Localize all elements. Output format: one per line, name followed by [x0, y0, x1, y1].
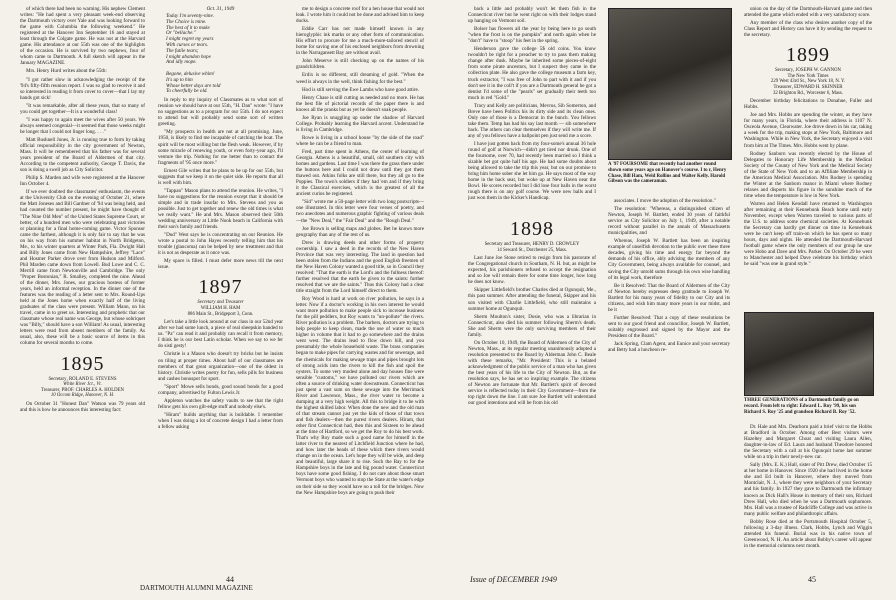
poem-line: Or "bellache."	[166, 30, 196, 37]
paragraph: Bobby Rose died at the Portsmouth Hospital October 5, following a 3-day illness. Clark, Hobbs, Lynch and Wiggin attended his funeral. Burial was in his native town of Greenwood, N. H. An article about Bobby's career will appear in the memorial columns next month.	[744, 518, 872, 549]
class-1897-notes-end	[468, 6, 596, 201]
page-number-left: 44	[226, 575, 234, 584]
poem-line: Today I'm seventy-nine.	[166, 13, 215, 20]
paragraph: Rowe is living in a school house "by the side of the road" where he can be a friend to man.	[296, 134, 424, 147]
paragraph: Fred, part time spent in Athens, the center of learning of Georgia. Athens is a beautiful, small, old southern city with homes and gardens. Last time I was there the grass there under the buttons here and I could not draw until they got them thawed out. Atkins folks are still there, but they all go to the Poppies. The town's soldiers if they had 'em and if they bring it the Classical exercises, which is the greatest of all the ancient curios be registered.	[296, 148, 424, 198]
paragraph: In reply to my inquiry of Classmates as to what sort of reunion we should have at our 55th, "H. Dan" wrote: "I have no suggestions as to a program for our 55th. I do not expect to attend but will probably send some sort of written greeting.	[158, 97, 283, 128]
class-1898-notes-end	[744, 6, 872, 38]
secretary-line-1898: Secretary and Treasurer, HENRY D. CROWLEY	[484, 242, 580, 247]
secretary-line-1899: Secretary, JOSEPH W. GANNON	[775, 68, 841, 74]
poem-line: I might abandon hope	[166, 53, 211, 60]
paragraph: "Tappan" Mason plans to attend the reunion. He writes, "I have no suggestions for the reunion except that it should be simple and in trade insofar to Mrs. Stevens and you as possible. Just to get together and renew the old times is what we really want." He and Mrs. Mason observed their 50th wedding anniversary at Little Nook beach in California with their son's family and friends.	[158, 187, 283, 231]
paragraph: Joe and Mrs. Hobbs are spending the winter, as they have for many years, in Florida, where their address is 1107 N. Osceola Avenue, Clearwater. Joe drove down in his car, taking a week for the trip, making stops at New York, Baltimore and Washington. While in New York, the Secretary enjoyed a visit from him at The Times. Mrs. Hobbs went by plane.	[744, 112, 872, 149]
paragraph: back a little and probably won't let them fish in the Connecticut river but he went right on with their lodges stand up hanging on Vermont soil.	[468, 6, 596, 25]
treasurer-name: PROF. CHARLES A. HOLDEN	[61, 387, 124, 393]
paragraph: John Meserve is still checking up on the names of his grandchildren.	[296, 58, 424, 71]
birthday-poem	[166, 14, 283, 95]
secretary-name: ROLAND E. STEVENS	[68, 376, 117, 382]
left-column-3	[296, 6, 424, 566]
treasurer-line-1899: Treasurer, EDWARD H. SKINNER	[773, 85, 843, 91]
paragraph: Sherm Moulton's sister, Dosie, who was a librarian in Connecticut, also died his summer following Sherm's death. She and Sherm were the only surviving members of their family.	[468, 313, 596, 338]
year-heading-1899: 1899	[786, 44, 830, 67]
paragraph: Whereas, Joseph W. Bartlett has been an inspiring example of unselfish devotion to the public over these three decades, giving his time and energy far beyond the demands of his office, ably advising the members of any City Government, being always available for counsel, and saving the City untold sums through his own wise handling of its legal work, therefore	[608, 238, 730, 281]
paragraph: of which there had been no warning. His nephew Clement writes: "He had spent a very pleasant week-end observing the Dartmouth victory over Yale and was looking forward to the game with Columbia the following weekend." He registered at the Hanover Inn September 16 and stayed at least through the Colgate game. He was not at the Harvard game. His attendance at our 55th was one of the highlights of the occasion. He is survived by two nephews, four of whom came to Dartmouth. A full sketch will appear in the January MAGAZINE.	[20, 6, 145, 67]
treasurer-name-1899: EDWARD H. SKINNER	[794, 85, 843, 91]
poem-line: With curses or tears.	[166, 42, 209, 49]
paragraph: "Dud" West says he is concentrating on our Reunion. He wrote a postal to John Hayes recently telling him that his trouble (glaucoma) can be helped by new treatment and that it is not as desperate as it once was.	[158, 232, 283, 257]
poem-line: Begone, delusive whim!	[166, 71, 215, 78]
generations-photo	[744, 312, 874, 396]
paragraph: Jack Spring, Clam Agent, and Eunice and your secretary and Betty had a luncheon re-	[608, 341, 730, 354]
paragraph: Any member of the class who desires another copy of the Class Report and History can have it by sending the request to the secretary.	[744, 20, 872, 39]
paragraph: Drew is drawing deeds and other forms of property ownership. I saw a deed in the records of the New Haven Province that was very interesting. The land in question had been stolen from the Indians and the good English freemen of the New Haven Colony wanted a good title, so in Council they resolved: "That the earth is the Lord's and the fullness thereof: further resolved that the earth be given to the saints: further resolved that we are the saints." Thus this Colony had a clear title straight from the Lord himself direct to them.	[296, 239, 424, 295]
page-number-right: 45	[808, 575, 816, 584]
right-page	[448, 0, 896, 600]
poem-line: To cheerfully be old.	[166, 88, 208, 95]
paragraph: "It was remarkable, after all these years, that so many of you could get together—It is a wonderful class!	[20, 102, 145, 115]
foursome-photo-caption: A '97 FOURSOME that recently had another round shown some years ago on Hanover's course. I to r, Henry Chase, Bill Ham, Weld Rollins and Walter Kelly. Harold Gibson was the cameraman.	[608, 162, 727, 185]
paragraph: Joe Ryan is snuggling up under the shadow of Harvard College. Probably learning the Harvard accent. Understand he is living in Cambridge.	[296, 114, 424, 133]
magazine-footer: DARTMOUTH ALUMNI MAGAZINE	[140, 584, 253, 592]
paragraph: Further Resolved: That a copy of these resolutions be sent to our good friend and councillor, Joseph W. Bartlett, suitably engrossed and signed by the Mayor and the President of the Board."	[608, 314, 730, 339]
treasurer-address: 10 Occom Ridge, Hanover, N. H.	[50, 393, 115, 399]
class-1898-notes	[468, 255, 596, 406]
secretary-name-1899: JOSEPH W. GANNON	[795, 68, 841, 74]
secretary-address: White River Jct., Vt.	[63, 382, 102, 388]
paragraph: "Sport" Mowe sells bonds, good sound bonds for a good company, advertised by Fulton Lewis Jr.	[158, 383, 283, 396]
poem-line: Whose better days are told	[166, 82, 221, 89]
year-heading-1895: 1895	[60, 352, 105, 375]
treasurer-address-1899: 32 Brighton Rd., Worcester 6, Mass.	[772, 90, 843, 96]
paragraph: "My prospects in health are not at all promising. June, 1950, is likely to find me incapable of catching the boat. The spirit will be most willing but the flesh weak. However, if by some miracle of renewing youth, or even forty-year ago, I'll venture the trip. Nothing for me better than to contact the fragments of '95 once more."	[158, 129, 283, 166]
paragraph: On October 10, 1949, the Board of Aldermen of the City of Newton, Mass., at its regular meeting unanimously adopted a resolution presented to the Board by Alderman John C. Beale with these remarks, "Mr. President: This is a belated acknowledgment of the public service of a man who has given the best years of his life to the City of Newton. But, as the resolution says, he has set so inspiring example. The citizens of Newton are fortunate that Mr. Bartlett's spirit of devoted service is reflected today in their City Government—from the top right down the line. I am sure Joe Bartlett will understand our good intentions and will be from his old	[468, 339, 596, 407]
right-column-2	[608, 198, 730, 558]
paragraph: I have just gotten back from my four-some's annual 36 hole round of golf at Norwich—didn't get tired nor drunk. One of the foursome, over 70, had recently been married so I think a sizable bet got quite half his age. He had some doubts about being allowed to take the trip this year, but on our promise to bring him home sober she let him go. He says most of the way home in the back seat, but woke up at New Haven near the Bowl. He scores recorded but I did lose four balls in the worst rough there is on any golf course. We were new balls and I just won them in the Kicker's Handicap.	[468, 140, 596, 202]
secretary-title-1899: Secretary	[775, 68, 794, 74]
class-1895-notes	[20, 401, 145, 413]
poem-date-line: Oct. 31, 1949	[206, 6, 235, 12]
paragraph: Hod is still serving the Ewe Lambs who have good attire.	[302, 86, 419, 93]
paragraph: Be it Resolved: That the Board of Aldermen of the City of Newton hereby expresses deep gratitude to Joseph W. Bartlett for his many years of fidelity to our City and its citizens, and wish him many more years in our midst, and be it	[608, 282, 730, 313]
paragraph: Bolser has flowers all the year by being here to go south "when the frost is on the pumpkin" and north again when he "don't" have to "stoop" his feet in the spring.	[468, 26, 596, 45]
paragraph: "I got rather slow in acknowledging the receipt of the '94's fifty-fifth reunion report. I was so glad to receive it and so interested in reading it from cover to cover—that I lay my hands got sick!	[20, 76, 145, 101]
paragraph: Sally (Mrs. E. K.) Hall, sister of Pitt Drew, died October 15 at her home in Hanover. Since 1920 she had lived in the home she and Ed built in Hanover, where they moved from Montclair, N. J., where they were neighbors of your Secretary and his family. In 1927 they gave to Dartmouth the infirmary known as Dick Hall's House in memory of their son, Richard Drew Hall, who died when he was a Dartmouth sophomore. Mrs. Hall was a trustee of Radcliffe College and was active in many public welfare and philanthropic affairs.	[744, 462, 872, 517]
paragraph: me to design a concrete roof for a hen house that would not leak. I wrote him it could not be done and advised him to keep ducks.	[296, 6, 424, 25]
paragraph: Matt Bushnell Jones, Jr. is running true to form by taking official responsibility in the city government of Newton, Mass. It will be remembered that his father was for several years president of the Board of Aldermen of that city. According to the competent authority, George T. Davis, the son is doing a swell job as City Solicitor.	[20, 136, 145, 174]
paragraph: December birthday felicitations to Donahue, Fuller and Hobbs.	[744, 98, 872, 111]
right-column-3-bottom	[744, 424, 872, 574]
class-1897-notes	[158, 319, 283, 430]
paragraph: Ernest Gile writes that he plans to be up for our 55th, but suggests that we keep it on the quiet side. He reports that all is well with him.	[158, 167, 283, 186]
year-heading-1897: 1897	[198, 276, 243, 299]
left-column-2	[158, 6, 283, 566]
paragraph: "Sid" wrote me a 50-page letter with two long postscripts—one illustrated. In this letter were four verses of poetry, and two anecdotes and numerous graphic fighting of various deals—the "New Deal," the "Fair Deal" and the "Rough Deal."	[296, 199, 424, 224]
paragraph: Last June Joe Stone retired to resign from his pastorate of the Congregational church in Southam, N. H. but, as might be expected, his parishioners refused to accept the resignation and so Joe will remain there for some time longer, how long he does not know.	[468, 255, 596, 286]
poem-line: The futile tears;	[166, 47, 199, 54]
secretary-name-1898: HENRY D. CROWLEY	[532, 242, 580, 247]
paragraph: Let's take a little look around at our class in our 52nd year after we had some lunch, a piece of real sheepskin handed to us. "Pa" can read it and probably can recall it from memory, I think he is our best Latin scholar. When we say to we fer do sisti gesty!	[158, 319, 283, 350]
poem-line: The best of it to make	[166, 24, 210, 31]
paragraph: Eddie Carr has not made himself known in any hieroglyphic ink marks or any other form of communication. His effort to procure for me a much-more-tailored stencil of home for saving one of his enclosed neighbors from drowning in the Narragansett Bay are without avail.	[296, 26, 424, 57]
treasurer-title: Treasurer	[40, 387, 60, 393]
secretary-address-1899: 229 West 43rd St., New York 18, N. Y.	[770, 79, 846, 85]
paragraph: Dr. Hale and Mrs. Dearborn paid a brief visit to the Hobbs at Bradford in October. Among other Best visitors were Hazeltey and Margaret Choat and visiting Laura Allen, daughter-in-law of Ed. Laura and husband Theodore honored the Secretary with a call at his Ogunquit home last summer while on a trip in their newly-new car.	[744, 424, 872, 461]
paragraph: "Hiram" builds anything that is buildable. I remember when I was doing a lot of concrete design I had a letter from a fellow asking	[158, 411, 283, 430]
secretary-org-1899: The New York Times	[787, 73, 829, 79]
paragraph: Tracy and Kelly are politicians, Mevrus, Sib Somerton, and Breve have been Politics his its dirty side and its clean ones. Only one of those is a Democrat in the bunch. You fellows take them. Temp has had his say last month — sib somewhere back. The others can clear themselves if they will write me. If any of you fellows have a ballpoint pen just send me a score.	[468, 102, 596, 139]
poem-line: The Choice is mine.	[166, 18, 207, 25]
paragraph: On October 31 "Honest Dan" Watson was 79 years old and this is how he announces this interesting fact:	[20, 400, 145, 413]
secretary-line: Secretary, ROLAND E. STEVENS	[48, 376, 117, 382]
right-column-1	[468, 6, 596, 216]
paragraph: The resolution: "Whereas, a distinguished citizen of Newton, Joseph W. Bartlett, ended 30 years of faithful service as City Solicitor on July 1, 1949, after a notable record without parallel in the annals of Massachusetts municipalities, and	[608, 206, 730, 237]
paragraph: Skipper Littlefield's brother Charles died at Ogunquit, Me., this past summer. After attending the funeral, Skipper and his son visited with Charlie Littlefield, who still maintains a summer home at Ogunquit.	[468, 287, 596, 312]
paragraph: Mrs. Henry Hurd writes about the 55th:	[26, 68, 107, 75]
secretary-address-1898: 14 Seward St., Dorchester 25, Mass.	[497, 247, 567, 253]
secretary-name-1897: WILLIAM H. HAM	[200, 306, 241, 312]
class-1895-notes-continued	[158, 97, 283, 270]
paragraph: Roy Wood is hard at work on river pollution, he says in a letter. Now if a doctor's working in his own interest he would want more pollution to make people sick to increase business for the pill peddlers, but Roy wants to "un-pollute" the rivers. River pollution is a problem. The barbers, doctors are trying to help people to keep clean, made the use of water so much higher in volume that it had to go somewhere and the drains went west. The drains lead to flow down hill, and you presumably the whole household waste. The brass companies began to make pipes for carrying wastes and for sewerage, and the chemicals for making sewage traps and pipes brought lots of strong acids into the rivers to kill the fish and spoil the oysters. To some very modest alone and day houses fine were sensible "customs," we have polluted our rivers which are often a source of drinking water downstream. Connecticut has just spent a vast sum on these sewage into the Merrimack River and Lawrence, Mass., the river water to become a dumping at a very high weight. All this to bridge it to be with the highest skilled labor. When done the new and the old man of that stream cannot just yet the kids of those of that town and fish dealers—then the purest rivers dealers. Hiram, that other first Connecticut had, then this and Sixteen to be ahead at the time of Hartford, so we get the Roy to do his best work. That's why Roy made such a good name for himself in the latter river to the nearest of Litchfield Junction where he had, and how later the heads of these which there rivers would change on in the ocean. Let's hope they will be wide, and deep and beautiful, large share it to rise. Such the Bay to for the Hampshire boys in the late and big pound water. Connecticut boys have some good fishing. I do not care about those smart Vermont boys who wanted to stop the State at the water's edge on their side so they would have no a toll for the bridges. Now the New Hampshire boys are going to push their	[296, 296, 424, 496]
paragraph: Joe Brown is selling maps and globes. Bet he knows more geography than any of the rest of us.	[296, 225, 424, 238]
secretary-title-1897: Secretary and Treasurer	[197, 300, 244, 306]
left-column-1	[20, 6, 145, 566]
class-1899-notes-continued	[744, 424, 872, 549]
secretary-title-1898: Secretary and Treasurer	[484, 242, 531, 247]
paragraph: Warren and Helen Kendall have returned to Washington after remaining at their Kennebunk Beach home until early November, except when Warren traveled to various parts of the U.S. to address some chemical societies. At Kennebunk the Secretary can hardly get dinner on time in Kennebunk were he can't keep off train-on which he has spent so many hours, days and nights. He attended the Dartmouth-Harvard football game where the only members of our group he saw were Hobo and Dave and Mrs. Parker. On October 29 he went to Manchester and helped Dave celebrate his birthday which he said "was one in grand style."	[744, 200, 872, 268]
year-heading-1898: 1898	[510, 218, 554, 240]
treasurer-title-1899: Treasurer	[773, 85, 792, 91]
paragraph: My space is filled. I must defer more news till the next issue.	[158, 258, 283, 271]
paragraph: Rodney Sanborn was recently elected by the House of Delegates to Honorary Life Membership in the Medical Society of the County of New York and the Medical Society of the State of New York and to an Affiliate Membership in the American Medical Association. Mrs Rodney is spending the Winter at the Sanborn manor in Miami where Rodney relaxes and disports his figure in the sunshine much of the time when the temperature is low in New York.	[744, 150, 872, 199]
poem-line: It's up to him	[166, 76, 193, 83]
paragraph: associates. I move the adoption of the resolution."	[614, 198, 716, 204]
paragraph: Erdix is no different, still dreaming of gold. "When the weed is always in the well, think fishing for the best."	[296, 72, 424, 85]
paragraph: Henderson gave the college 5$ old coins. You know twouldn't be right for a preacher to try to pass them making change after dusk. Maybe he inherited some pieces-of-eight from some pirate ancestors, but I suspect they came in the collection plate. He also gave the college museum a farm key, truck extractor, "I was free of John to part with it and if you don't see it in the coll't if you are a Dartmouth general he got a dentist I'd some of the "pearls" set gradually their teeth too much in red "Gold."	[468, 46, 596, 101]
secretary-address-1897: 886 Main St., Bridgeport 3, Conn.	[187, 311, 254, 317]
poem-line: I might regret my years	[166, 36, 214, 43]
issue-label: Issue of DECEMBER 1949	[470, 575, 557, 584]
paragraph: Appleton watches the safety vaults to see that the right fellow gets his own gilt-edge stuff and nobody else's.	[158, 397, 283, 410]
class-1899-notes	[744, 98, 872, 267]
class-1897-notes-continued	[296, 6, 424, 496]
secretary-title: Secretary	[48, 376, 67, 382]
generations-photo-caption: THREE GENERATIONS of a Dartmouth family go on record. From left to right: Edward L. Roy '99, his son Richard S. Roy '25 and grandson Richard B. Roy '52.	[744, 398, 859, 415]
class-1894-notes	[20, 6, 145, 347]
paragraph: If we ever doubted the classmates' enthusiasm, the events at the University Club on the evening of October 21, where the Matt Joneses and Bill Gardner of '94 was being held, and had counted the number present, he might have thought of "The Nine Old Men" of the United States Supreme Court, or better, of a hundred men who were celebrating past victories or planning for a final home-coming game. Victor Sponsor came the farthest, although it is only fair to say that he was on his way from his summer habitat in North Bridgeton, Me., to his winter quarters at Winter Park, Fla. Dwight Hall and Billy Jones came from New Hampshire, Jeffrey "Lace" and Hosmer Parker drove over from Hudson and Milford. Phil Marden came down from Lowell. Bud Lowe and C. C. Merrill came from Newtonville and Cambridge. The only "Proper Bostonian," R. Smalley, completed the nine. Ahead of the dinner, Mrs. Jones, our gracious hostess of former years, held an informal reception. In the dinner one of the features was the reading of a letter sent to Mrs. Round-Ups held at the Jones home when exactly half of the living graduates of the class were present. William Mann, on his travel, came in to greet us. Interesting and prophetic that our classmate whose real name was George, but whose sobriquet was "Billy," should have a son William! As usual, interesting letters were read from absent members of the family. As usual, also, these will be a basic source of items in this column for several months to come.	[20, 189, 145, 347]
generations-photo-block	[744, 312, 872, 422]
paragraph: union on the day of the Dartmouth-Harvard game and then attended the game which ended with a very satisfactory score.	[744, 6, 872, 19]
newton-resolution	[608, 198, 730, 353]
foursome-photo-block	[608, 8, 730, 184]
foursome-photo	[608, 8, 732, 160]
right-column-3	[744, 6, 872, 306]
class-1898-section	[468, 212, 596, 552]
poem-line: And idly mope.	[166, 59, 197, 66]
paragraph: Christie is a Mason who doesn't try bricks but he insists on tiling at proper times. About half of our classmates are members of that great organization—one of the oldest in history. Christie writes poetry for fun, sells pills for business and cashes bonuspot for sport.	[158, 351, 283, 382]
paragraph: Philip S. Marden and wife were registered at the Hanover Inn October 4.	[20, 175, 145, 188]
paragraph: "I was happy to again meet the wives after 50 years. We always seemed congenial—it seemed that those weeks might be longer that I could not linger long. . . ."	[20, 116, 145, 135]
treasurer-line: Treasurer, PROF. CHARLES A. HOLDEN	[40, 387, 124, 393]
poem-date	[158, 6, 283, 12]
paragraph: Henry Chase is still cutting as needed and no more. He has the best file of pictorial records of the paper there is and knows all the pranks but as yet he doesn't soak people.	[296, 94, 424, 113]
